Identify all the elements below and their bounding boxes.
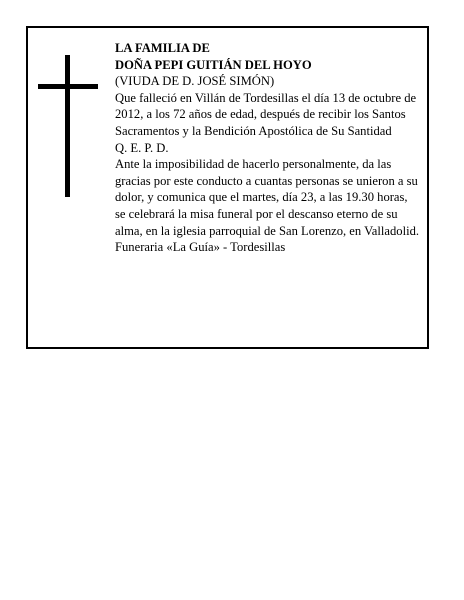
death-paragraph: Que falleció en Villán de Tordesillas el día 13 de octubre de 2012, a los 72 años de edad, después de recibir los Santos Sacramentos y la Bendición Apostólica de Su Santidad — [115, 90, 417, 138]
funeral-home-signature: Funeraria «La Guía» - Tordesillas — [115, 240, 286, 255]
funeral-paragraph: Ante la imposibilidad de hacerlo personalmente, da las gracias por este conducto a cuantas personas se unieron a su dolor, y comunica que el martes, día 23, a las 19.30 horas, se celebrará la misa funeral por el descanso eterno de su alma, en la iglesia parroquial de San Lorenzo, en Valladolid. — [115, 157, 420, 238]
cross-vertical-bar — [65, 55, 70, 197]
obituary-text — [115, 40, 421, 256]
heading-line-2: DOÑA PEPI GUITIÁN DEL HOYO — [115, 57, 312, 72]
rip-line: Q. E. P. D. — [115, 140, 169, 155]
heading-line-1: LA FAMILIA DE — [115, 41, 210, 55]
subheading: (VIUDA DE D. JOSÉ SIMÓN) — [115, 74, 275, 89]
cross-horizontal-bar — [38, 84, 98, 89]
cross-icon — [38, 55, 98, 197]
